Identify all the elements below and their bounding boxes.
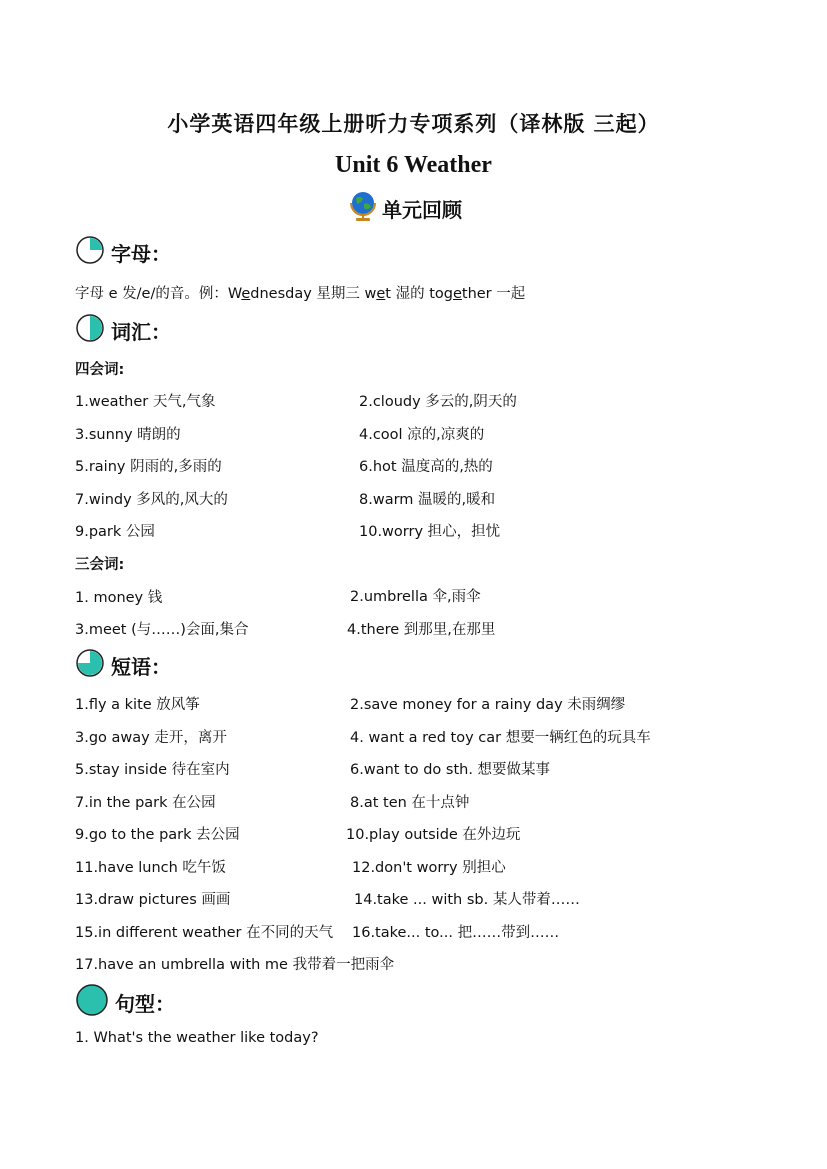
phrase-item: 10.play outside 在外边玩: [346, 827, 521, 843]
vocab-heading: [75, 313, 171, 347]
phrase-item: 2.save money for a rainy day 未雨绸缪: [350, 697, 626, 713]
vocab-item: 10.worry 担心，担忧: [359, 524, 501, 540]
sentences-heading: [75, 983, 175, 1021]
phrase-item: 3.go away 走开，离开: [75, 730, 227, 746]
letters-text: ther 一起: [461, 286, 526, 302]
sentence-item: 1. What's the weather like today?: [75, 1030, 319, 1046]
three-skill-words-label: 三会词:: [75, 557, 125, 573]
quarter-circle-icon: [75, 235, 105, 269]
vocab-item: 2.umbrella 伞,雨伞: [350, 589, 481, 605]
letters-text: t 湿的 tog: [385, 286, 453, 302]
vocab-item: 4.cool 凉的,凉爽的: [359, 427, 485, 443]
globe-icon: [348, 190, 378, 226]
phrase-item: 16.take... to... 把……带到……: [352, 925, 560, 941]
phrase-item: 4. want a red toy car 想要一辆红色的玩具车: [350, 730, 651, 746]
vocab-item: 9.park 公园: [75, 524, 155, 540]
vocab-item: 8.warm 温暖的,暖和: [359, 492, 496, 508]
vocab-item: 3.sunny 晴朗的: [75, 427, 181, 443]
vocab-item: 7.windy 多风的,风大的: [75, 492, 228, 508]
phrase-item: 12.don't worry 别担心: [352, 860, 506, 876]
letters-text: dnesday 星期三 w: [250, 286, 377, 302]
vocab-label: 词汇：: [111, 319, 171, 344]
phrase-item: 11.have lunch 吃午饭: [75, 860, 226, 876]
four-skill-words-label: 四会词:: [75, 362, 125, 378]
phrase-item: 14.take ... with sb. 某人带着……: [354, 892, 580, 908]
document-title: 小学英语四年级上册听力专项系列（译林版 三起）: [167, 111, 660, 136]
phrases-label: 短语：: [111, 654, 171, 679]
letters-text: 字母 e 发/e/的音。例：W: [75, 286, 242, 302]
unit-title: Unit 6 Weather: [335, 152, 492, 178]
vocab-item: 6.hot 温度高的,热的: [359, 459, 493, 475]
three-quarter-circle-icon: [75, 648, 105, 682]
vocab-item: 4.there 到那里,在那里: [347, 622, 496, 638]
phrases-heading: [75, 648, 171, 682]
vocab-item: 5.rainy 阴雨的,多雨的: [75, 459, 222, 475]
phrase-item: 1.fly a kite 放风筝: [75, 697, 200, 713]
vocab-item: 2.cloudy 多云的,阴天的: [359, 394, 517, 410]
phrase-item: 7.in the park 在公园: [75, 795, 216, 811]
underlined-letter: e: [241, 286, 251, 302]
unit-review-label: 单元回顾: [382, 197, 462, 222]
phrase-item: 13.draw pictures 画画: [75, 892, 231, 908]
letters-heading: [75, 235, 171, 269]
vocab-item: 1.weather 天气,气象: [75, 394, 216, 410]
phrase-item: 5.stay inside 待在室内: [75, 762, 230, 778]
phrase-item: 17.have an umbrella with me 我带着一把雨伞: [75, 957, 395, 973]
phrase-item: 8.at ten 在十点钟: [350, 795, 470, 811]
underlined-letter: e: [376, 286, 386, 302]
letters-label: 字母：: [111, 241, 171, 266]
underlined-letter: e: [452, 286, 462, 302]
full-circle-icon: [75, 983, 109, 1021]
vocab-item: 3.meet (与……)会面,集合: [75, 622, 249, 638]
half-circle-icon: [75, 313, 105, 347]
phrase-item: 6.want to do sth. 想要做某事: [350, 762, 551, 778]
unit-review-heading: [348, 190, 462, 226]
phrase-item: 9.go to the park 去公园: [75, 827, 240, 843]
letters-line: [75, 282, 525, 303]
phrase-item: 15.in different weather 在不同的天气: [75, 925, 334, 941]
vocab-item: 1. money 钱: [75, 590, 163, 606]
sentences-label: 句型：: [115, 991, 175, 1016]
